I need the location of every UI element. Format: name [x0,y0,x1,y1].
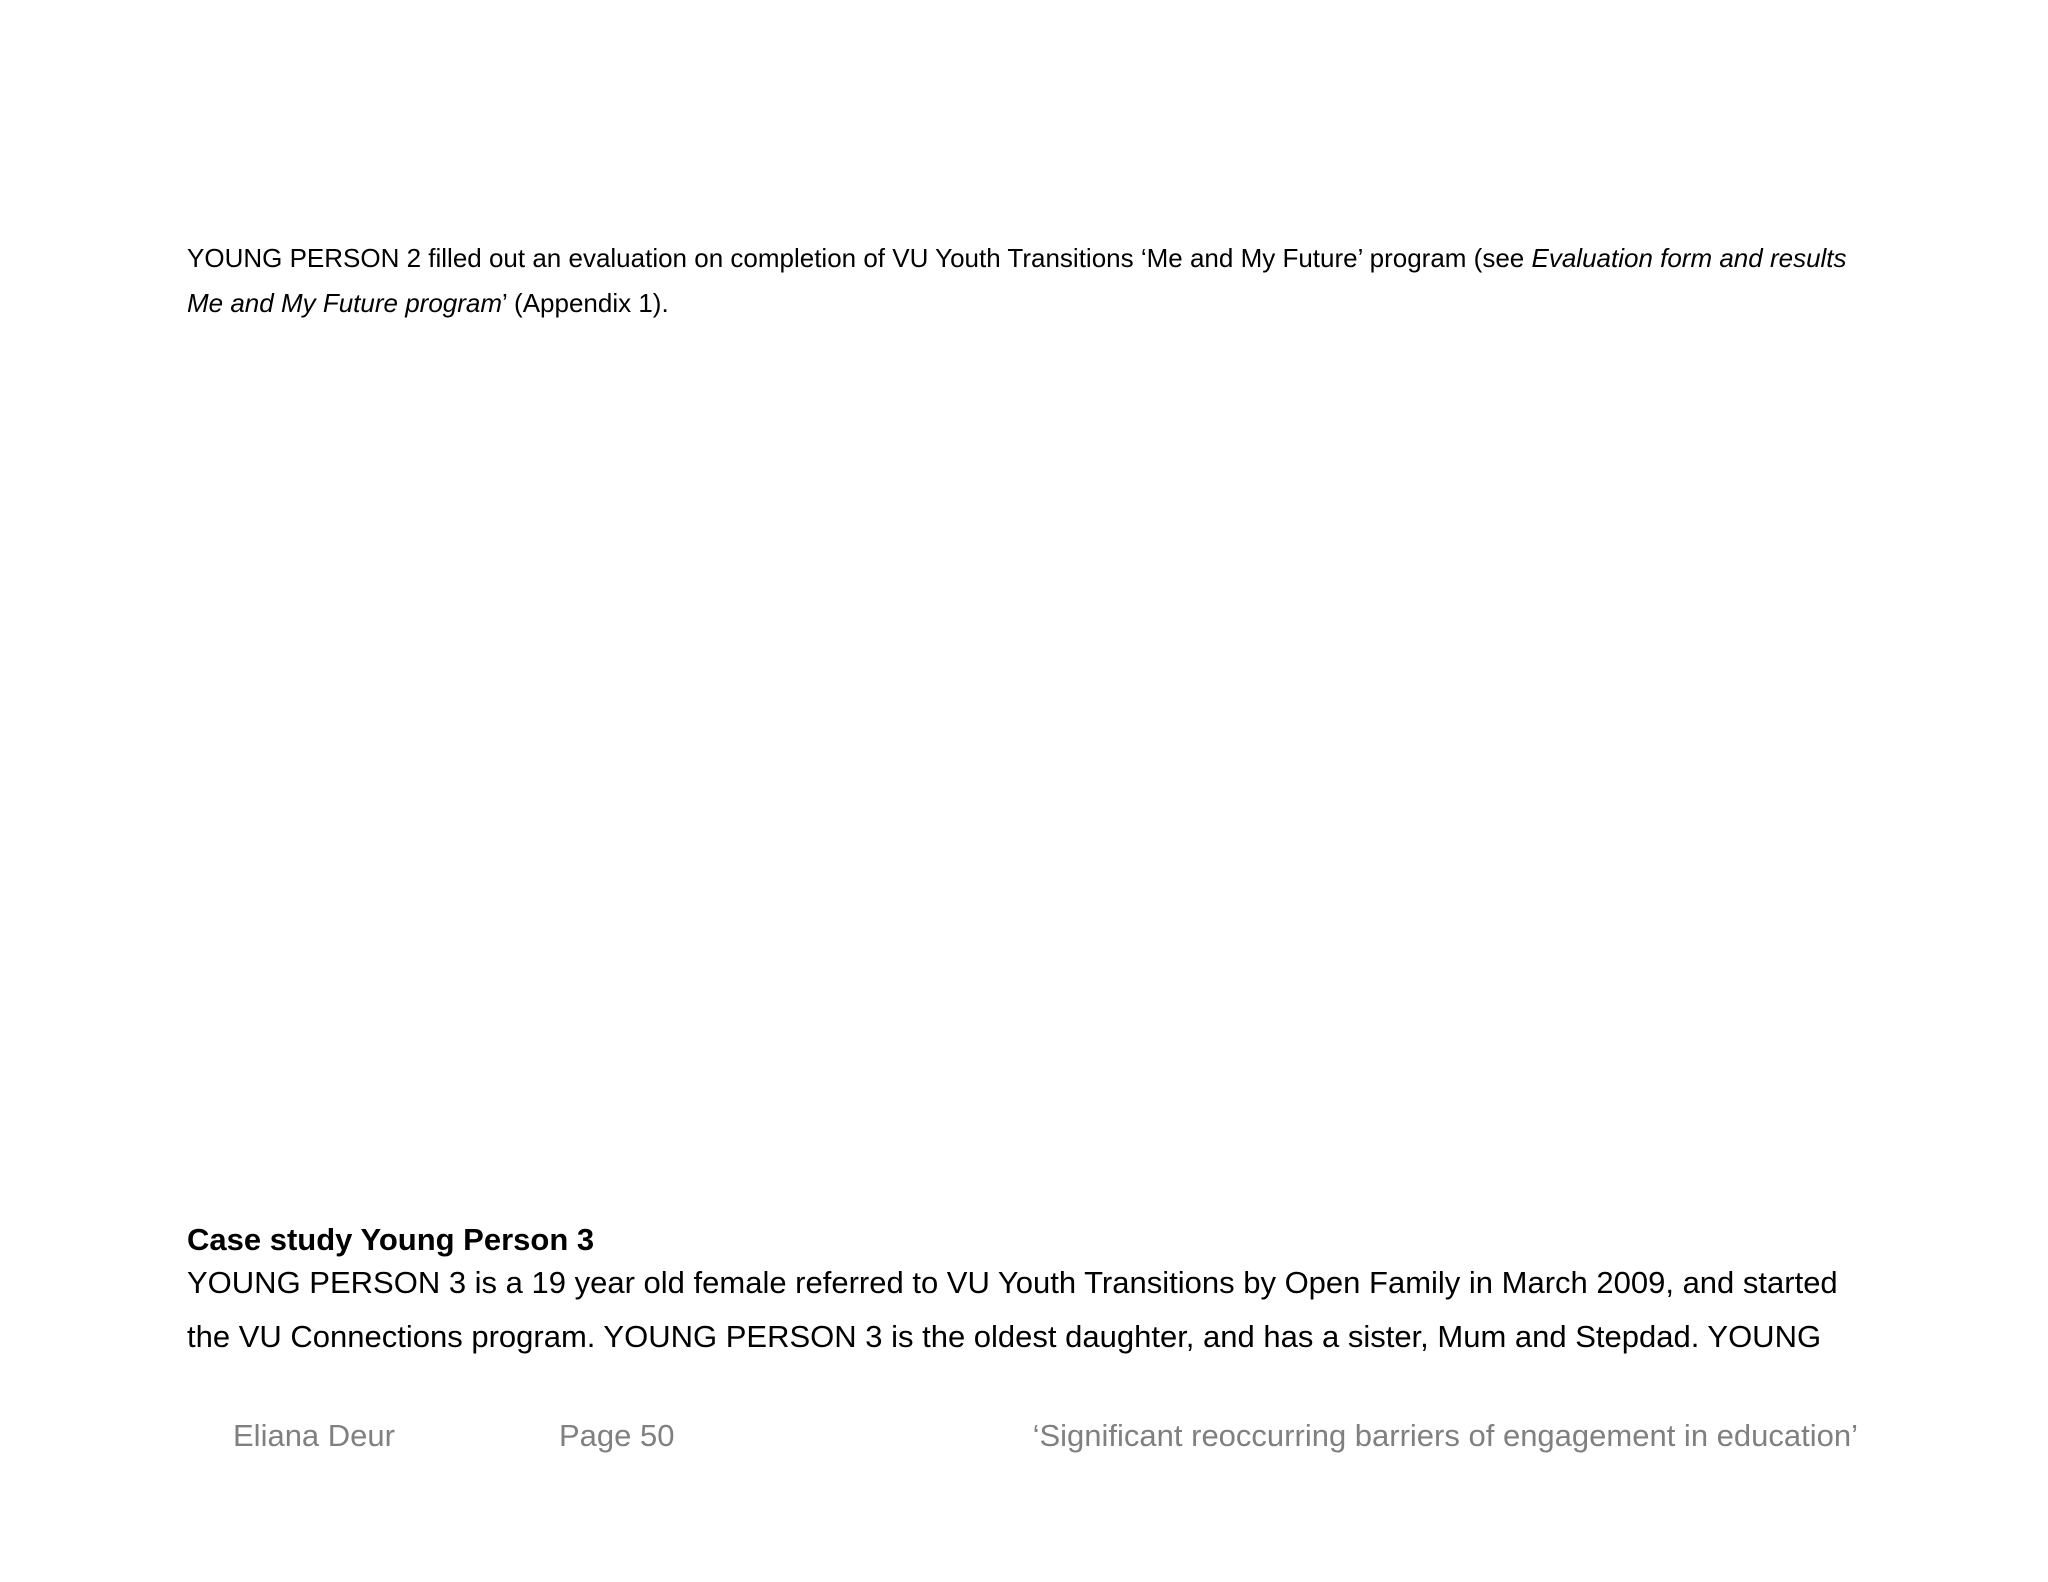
page-footer [0,1418,2048,1458]
case-study-heading: Case study Young Person 3 [187,1222,595,1257]
evaluation-italic-reference: Evaluation form and results Me and My Future program [187,243,1847,318]
footer-document-title: ‘Significant reoccurring barriers of engagement in education’ [1032,1418,1858,1453]
footer-page-number: Page 50 [559,1418,675,1453]
footer-author: Eliana Deur [233,1418,395,1453]
case-study-line: YOUNG PERSON 3 is a 19 year old female referred to VU Youth Transitions by Open Family in March 2009, and started [187,1265,1838,1300]
case-study-body [187,1256,1887,1364]
evaluation-text-before: YOUNG PERSON 2 filled out an evaluation on completion of VU Youth Transitions ‘Me and My Future’ program (see [187,243,1532,273]
evaluation-paragraph [187,236,1887,326]
evaluation-text-after: ’ (Appendix 1). [502,288,669,318]
case-study-line: the VU Connections program. YOUNG PERSON 3 is the oldest daughter, and has a sister, Mum and Stepdad. YOUNG [187,1319,1822,1354]
